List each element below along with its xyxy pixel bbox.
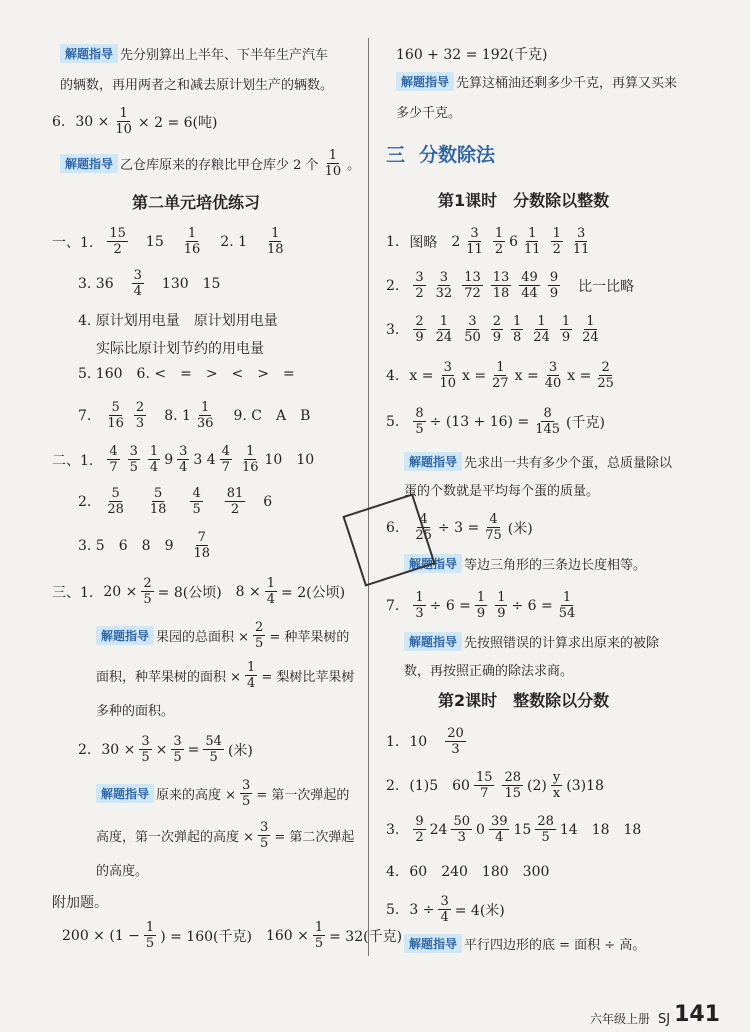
fraction: $\frac{1}{36}$ <box>196 400 214 431</box>
fraction: $\frac{2}{3}$ <box>135 400 145 431</box>
fraction: $\frac{8}{5}$ <box>415 406 424 437</box>
answer-row: 3. 36 $\frac{3}{4}$ 130 15 <box>78 268 221 299</box>
fraction: $\frac{13}{18}$ <box>492 270 510 301</box>
fraction: $\frac{1}{2}$ <box>494 226 504 257</box>
tip-line: 面积，种苹果树的面积 × $\frac{1}{4}$ = 梨树比苹果树 <box>96 660 355 691</box>
page-number: 141 <box>674 1002 720 1027</box>
fraction: $\frac{20}{3}$ <box>447 726 464 757</box>
answer-row: 6. $\frac{4}{25}$ ÷ 3 = $\frac{4}{75}$ (米) <box>386 512 533 543</box>
fraction: $\frac{3}{5}$ <box>173 734 182 765</box>
fraction: $\frac{3}{4}$ <box>179 444 188 475</box>
fraction: $\frac{7}{18}$ <box>193 530 211 561</box>
tip-line: 解题指导 先按照错误的计算求出原来的被除 <box>404 632 659 651</box>
tip-line: 多少千克。 <box>396 106 462 121</box>
fraction: $\frac{1}{27}$ <box>492 360 509 391</box>
fraction: $\frac{9}{9}$ <box>549 270 559 301</box>
extra-title: 附加题。 <box>52 895 108 911</box>
fraction: $\frac{3}{5}$ <box>141 734 150 765</box>
fraction: $\frac{4}{75}$ <box>485 512 502 543</box>
fraction: $\frac{3}{4}$ <box>133 268 142 299</box>
answer-row: 2. $\frac{5}{28}$ $\frac{5}{18}$ $\frac{4}{5}$ $\frac{81}{2}$ 6 <box>78 486 273 517</box>
tip-tag: 解题指导 <box>404 554 462 573</box>
fraction: $\frac{3}{32}$ <box>435 270 453 301</box>
tip-line: 解题指导 果园的总面积 × $\frac{2}{5}$ = 种苹果树的 <box>96 620 349 651</box>
fraction: $\frac{1}{24}$ <box>435 314 453 345</box>
fraction: $\frac{5}{28}$ <box>107 486 124 517</box>
fraction: $\frac{1}{4}$ <box>247 660 256 691</box>
fraction: $\frac{1}{54}$ <box>558 590 576 621</box>
tip-line: 数，再按照正确的除法求商。 <box>404 664 574 679</box>
answer-row: 4. 60 240 180 300 <box>386 864 550 880</box>
fraction: $\frac{2}{25}$ <box>597 360 614 391</box>
fraction: $\frac{1}{5}$ <box>314 920 324 951</box>
answer-row: 一、1. $\frac{15}{2}$ 15 $\frac{1}{16}$ 2. 1 $\frac{1}{18}$ <box>52 226 284 257</box>
grade-label: 六年级上册 <box>589 1012 650 1026</box>
tip-tag: 解题指导 <box>404 934 462 953</box>
answer-row: 二、1. $\frac{4}{7}$ $\frac{3}{5}$ $\frac{1}{4}$ 9 $\frac{3}{4}$ 3 4 $\frac{4}{7}$ $\frac{1}{16}$ 10 10 <box>52 444 315 475</box>
fraction: $\frac{13}{72}$ <box>464 270 481 301</box>
fraction: $\frac{5}{16}$ <box>107 400 124 431</box>
extra-answer: 200 × (1 − $\frac{1}{5}$ ) = 160(千克) 160 × $\frac{1}{5}$ = 32(千克) <box>62 920 403 951</box>
fraction: $\frac{4}{5}$ <box>192 486 201 517</box>
column-divider <box>368 38 369 956</box>
page-footer <box>590 1002 720 1027</box>
tip-tag: 解题指导 <box>96 626 154 645</box>
answer-row: 7. $\frac{1}{3}$ ÷ 6 = $\frac{1}{9}$ $\frac{1}{9}$ ÷ 6 = $\frac{1}{54}$ <box>386 590 576 621</box>
fraction: $\frac{3}{4}$ <box>440 894 449 925</box>
answer-row: 5. 3 ÷ $\frac{3}{4}$ = 4(米) <box>386 894 505 925</box>
fraction: $\frac{3}{50}$ <box>464 314 481 345</box>
fraction: $\frac{1}{10}$ <box>115 106 132 137</box>
answer-row: 1. 10 $\frac{20}{3}$ <box>386 726 464 757</box>
fraction: $\frac{9}{2}$ <box>415 814 424 845</box>
answer-row: 3. 5 6 8 9 $\frac{7}{18}$ <box>78 530 211 561</box>
fraction: $\frac{3}{5}$ <box>242 778 251 809</box>
answer-row: 4. x = $\frac{3}{10}$ x = $\frac{1}{27}$ x = $\frac{3}{40}$ x = $\frac{2}{25}$ <box>386 360 614 391</box>
tip-line: 解题指导 乙仓库原来的存粮比甲仓库少 2 个 $\frac{1}{10}$ 。 <box>60 148 360 179</box>
answer-row: 2. (1)5 60 $\frac{15}{7}$ $\frac{28}{15}$ (2) $\frac{y}{x}$ (3)18 <box>386 770 604 801</box>
fraction: $\frac{4}{7}$ <box>109 444 118 475</box>
tip-tag: 解题指导 <box>404 452 462 471</box>
series-code: SJ <box>657 1012 671 1027</box>
fraction: $\frac{1}{5}$ <box>145 920 155 951</box>
fraction: $\frac{3}{11}$ <box>466 226 483 257</box>
fraction: $\frac{1}{9}$ <box>476 590 486 621</box>
tip-line: 解题指导 先分别算出上半年、下半年生产汽车 <box>60 44 328 63</box>
answer-row: 5. $\frac{8}{5}$ ÷ (13 + 16) = $\frac{8}{145}$ (千克) <box>386 406 605 437</box>
answer-row: 2. $\frac{3}{2}$ $\frac{3}{32}$ $\frac{13}{72}$ $\frac{13}{18}$ $\frac{49}{44}$ $\frac{9}{9}$ 比一比略 <box>386 270 635 301</box>
tip-line: 蛋的个数就是平均每个蛋的质量。 <box>404 484 600 499</box>
tip-tag: 解题指导 <box>96 784 154 803</box>
answer-row: 4. 原计划用电量 原计划用电量 <box>78 313 278 329</box>
fraction: $\frac{1}{24}$ <box>533 314 550 345</box>
fraction: $\frac{1}{9}$ <box>561 314 571 345</box>
fraction: $\frac{54}{5}$ <box>205 734 222 765</box>
fraction: $\frac{15}{7}$ <box>475 770 493 801</box>
fraction: $\frac{1}{4}$ <box>149 444 159 475</box>
fraction: $\frac{3}{11}$ <box>572 226 590 257</box>
tip-line: 高度，第一次弹起的高度 × $\frac{3}{5}$ = 第二次弹起 <box>96 820 355 851</box>
answer-row: 实际比原计划节约的用电量 <box>96 341 264 357</box>
answer-row: 1. 图略 2 $\frac{3}{11}$ $\frac{1}{2}$ 6 $\frac{1}{11}$ $\frac{1}{2}$ $\frac{3}{11}$ <box>386 226 590 257</box>
tip-line: 解题指导 先求出一共有多少个蛋，总质量除以 <box>404 452 672 471</box>
answer-row: 7. $\frac{5}{16}$ $\frac{2}{3}$ 8. 1 $\frac{1}{36}$ 9. C A B <box>78 400 311 431</box>
answer-row: 160 + 32 = 192(千克) <box>396 47 548 63</box>
fraction: $\frac{50}{3}$ <box>453 814 471 845</box>
fraction: $\frac{8}{145}$ <box>535 406 561 437</box>
unit-title: 第二单元培优练习 <box>132 193 261 212</box>
answer-row: 3. $\frac{2}{9}$ $\frac{1}{24}$ $\frac{3}{50}$ $\frac{2}{9}$ $\frac{1}{8}$ $\frac{1}{24}$ $\frac{1}{9}$ $\frac{1}{24}$ <box>386 314 599 345</box>
fraction: $\frac{28}{5}$ <box>537 814 554 845</box>
tip-line: 解题指导 等边三角形的三条边长度相等。 <box>404 554 646 573</box>
fraction: $\frac{28}{15}$ <box>504 770 522 801</box>
fraction: $\frac{1}{3}$ <box>415 590 424 621</box>
fraction: $\frac{81}{2}$ <box>226 486 244 517</box>
tip-tag: 解题指导 <box>404 632 462 651</box>
fraction: $\frac{3}{40}$ <box>544 360 562 391</box>
fraction: $\frac{1}{9}$ <box>497 590 506 621</box>
fraction: $\frac{1}{24}$ <box>582 314 599 345</box>
fraction: $\frac{15}{2}$ <box>109 226 126 257</box>
answer-row: 3. $\frac{9}{2}$ 24 $\frac{50}{3}$ 0 $\frac{39}{4}$ 15 $\frac{28}{5}$ 14 18 18 <box>386 814 642 845</box>
tip-line: 多种的面积。 <box>96 704 175 719</box>
fraction: $\frac{1}{8}$ <box>513 314 522 345</box>
fraction: $\frac{5}{18}$ <box>149 486 167 517</box>
fraction: $\frac{4}{25}$ <box>415 512 432 543</box>
answer-row: 5. 160 6. < = > < > = <box>78 366 295 382</box>
tip-line: 的高度。 <box>96 864 149 879</box>
tip-line: 的辆数，再用两者之和减去原计划生产的辆数。 <box>60 78 334 93</box>
fraction: $\frac{3}{2}$ <box>415 270 424 301</box>
tip-line: 解题指导 平行四边形的底 = 面积 ÷ 高。 <box>404 934 645 953</box>
fraction: $\frac{4}{7}$ <box>221 444 230 475</box>
tip-tag: 解题指导 <box>60 154 118 173</box>
fraction: $\frac{1}{11}$ <box>524 226 541 257</box>
lesson-title: 第2课时 整数除以分数 <box>438 691 610 710</box>
fraction: $\frac{1}{10}$ <box>324 148 342 179</box>
answer-row: 三、1. 20 × $\frac{2}{5}$ = 8(公顷) 8 × $\frac{1}{4}$ = 2(公顷) <box>52 576 346 607</box>
chapter-heading: 三 分数除法 <box>386 144 496 166</box>
answer-6: 6. 30 × $\frac{1}{10}$ × 2 = 6(吨) <box>52 106 218 137</box>
answer-row: 2. 30 × $\frac{3}{5}$ × $\frac{3}{5}$ = $\frac{54}{5}$ (米) <box>78 734 253 765</box>
fraction: $\frac{y}{x}$ <box>552 770 561 801</box>
fraction: $\frac{3}{5}$ <box>260 820 269 851</box>
fraction: $\frac{2}{9}$ <box>492 314 502 345</box>
fraction: $\frac{3}{5}$ <box>129 444 138 475</box>
fraction: $\frac{39}{4}$ <box>490 814 508 845</box>
tip-line: 解题指导 先算这桶油还剩多少千克，再算又买来 <box>396 72 677 91</box>
fraction: $\frac{1}{18}$ <box>267 226 284 257</box>
fraction: $\frac{49}{44}$ <box>521 270 538 301</box>
fraction: $\frac{1}{2}$ <box>552 226 561 257</box>
fraction: $\frac{1}{16}$ <box>241 444 259 475</box>
fraction: $\frac{2}{5}$ <box>255 620 264 651</box>
tip-line: 解题指导 原来的高度 × $\frac{3}{5}$ = 第一次弹起的 <box>96 778 349 809</box>
fraction: $\frac{1}{4}$ <box>266 576 276 607</box>
fraction: $\frac{3}{10}$ <box>439 360 456 391</box>
fraction: $\frac{2}{9}$ <box>415 314 424 345</box>
fraction: $\frac{2}{5}$ <box>143 576 152 607</box>
fraction: $\frac{1}{16}$ <box>183 226 201 257</box>
tip-tag: 解题指导 <box>396 72 454 91</box>
tip-tag: 解题指导 <box>60 44 118 63</box>
lesson-title: 第1课时 分数除以整数 <box>438 191 610 210</box>
